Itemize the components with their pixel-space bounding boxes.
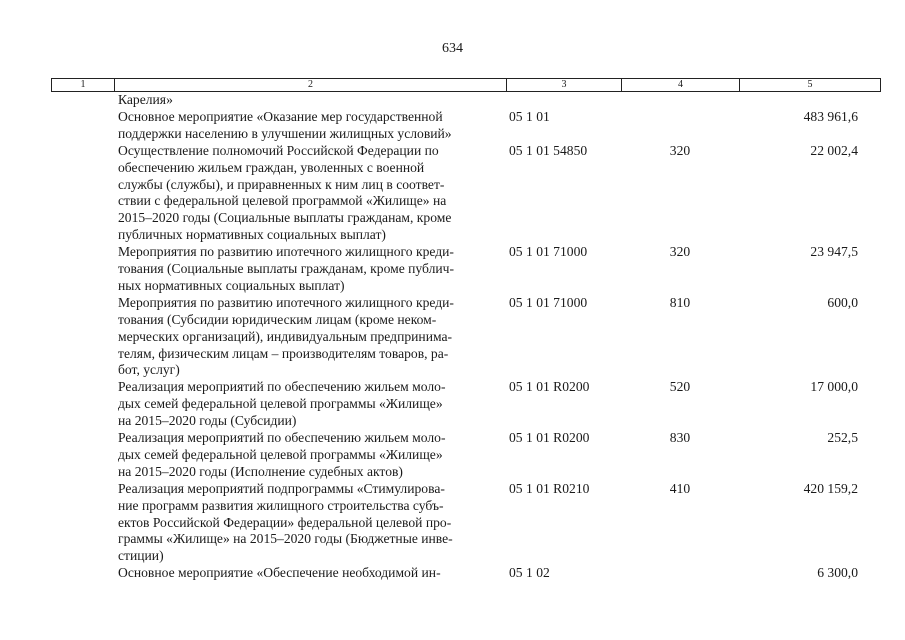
row-description	[118, 244, 496, 295]
description-line: Реализация мероприятий подпрограммы «Стимулирова-	[118, 480, 445, 496]
header-col-4: 4	[622, 79, 740, 91]
description-line: дых семей федеральной целевой программы «Жилище»	[118, 396, 443, 412]
description-line: 2015–2020 годы (Социальные выплаты гражданам, кроме	[118, 210, 452, 226]
row-description	[118, 565, 496, 582]
row-description	[118, 379, 496, 430]
row-expense-type: 810	[669, 294, 691, 310]
row-amount: 6 300,0	[817, 565, 858, 581]
row-expense-type: 520	[669, 379, 691, 395]
description-line: службы (службы), и приравненных к ним лиц в соответ-	[118, 176, 445, 192]
row-code: 05 1 01 R0200	[509, 379, 590, 395]
row-amount: 17 000,0	[810, 379, 858, 395]
description-line: дых семей федеральной целевой программы «Жилище»	[118, 446, 443, 462]
description-line: бот, услуг)	[118, 362, 180, 378]
description-line: Карелия»	[118, 92, 173, 107]
description-line: обеспечению жильем граждан, уволенных с военной	[118, 159, 425, 175]
row-expense-type: 320	[669, 244, 691, 260]
description-line: Реализация мероприятий по обеспечению жильем моло-	[118, 430, 446, 445]
description-line: Мероприятия по развитию ипотечного жилищного креди-	[118, 244, 454, 260]
row-code: 05 1 01	[509, 108, 550, 124]
row-amount: 483 961,6	[803, 108, 858, 124]
row-description	[118, 430, 496, 481]
description-line: на 2015–2020 годы (Субсидии)	[118, 413, 297, 429]
header-col-1: 1	[52, 79, 115, 91]
description-line: граммы «Жилище» на 2015–2020 годы (Бюджетные инве-	[118, 531, 453, 547]
row-expense-type: 320	[669, 142, 691, 158]
description-line: Мероприятия по развитию ипотечного жилищного креди-	[118, 294, 454, 310]
row-description	[118, 481, 496, 566]
row-code: 05 1 01 54850	[509, 142, 588, 158]
row-description	[118, 109, 496, 143]
row-code: 05 1 02	[509, 565, 550, 581]
row-amount: 420 159,2	[803, 480, 858, 496]
row-code: 05 1 01 R0210	[509, 480, 590, 496]
header-col-2: 2	[115, 79, 507, 91]
row-description	[118, 143, 496, 244]
description-line: на 2015–2020 годы (Исполнение судебных актов)	[118, 463, 403, 479]
row-expense-type: 410	[669, 480, 691, 496]
description-line: Реализация мероприятий по обеспечению жильем моло-	[118, 379, 446, 395]
row-code: 05 1 01 71000	[509, 294, 588, 310]
description-line: Основное мероприятие «Обеспечение необходимой ин-	[118, 565, 441, 581]
row-code: 05 1 01 R0200	[509, 430, 590, 445]
description-line: ектов Российской Федерации» федеральной целевой про-	[118, 514, 452, 530]
description-line: мерческих организаций), индивидуальным предпринима-	[118, 328, 453, 344]
table-header-row	[51, 78, 881, 92]
row-amount: 600,0	[827, 294, 858, 310]
description-line: публичных нормативных социальных выплат)	[118, 227, 386, 243]
row-amount: 22 002,4	[810, 142, 858, 158]
header-col-3: 3	[507, 79, 622, 91]
description-line: тования (Субсидии юридическим лицам (кроме неком-	[118, 311, 437, 327]
description-line: телям, физическим лицам – производителям товаров, ра-	[118, 345, 449, 361]
row-amount: 252,5	[827, 430, 858, 445]
description-line: Основное мероприятие «Оказание мер государственной	[118, 108, 443, 124]
row-amount: 23 947,5	[810, 244, 858, 260]
description-line: Осуществление полномочий Российской Федерации по	[118, 142, 439, 158]
description-line: ных нормативных социальных выплат)	[118, 277, 345, 293]
header-col-5: 5	[807, 79, 813, 90]
page-number: 634	[442, 41, 463, 56]
description-line: стиции)	[118, 548, 164, 564]
description-line: тования (Социальные выплаты гражданам, кроме публич-	[118, 261, 455, 276]
description-line: ние программ развития жилищного строительства субъ-	[118, 497, 444, 513]
row-description	[118, 92, 496, 109]
row-code: 05 1 01 71000	[509, 244, 588, 260]
row-expense-type: 830	[669, 430, 691, 445]
row-description	[118, 295, 496, 380]
description-line: поддержки населению в улучшении жилищных условий»	[118, 125, 452, 141]
description-line: ствии с федеральной целевой программой «Жилище» на	[118, 193, 447, 209]
